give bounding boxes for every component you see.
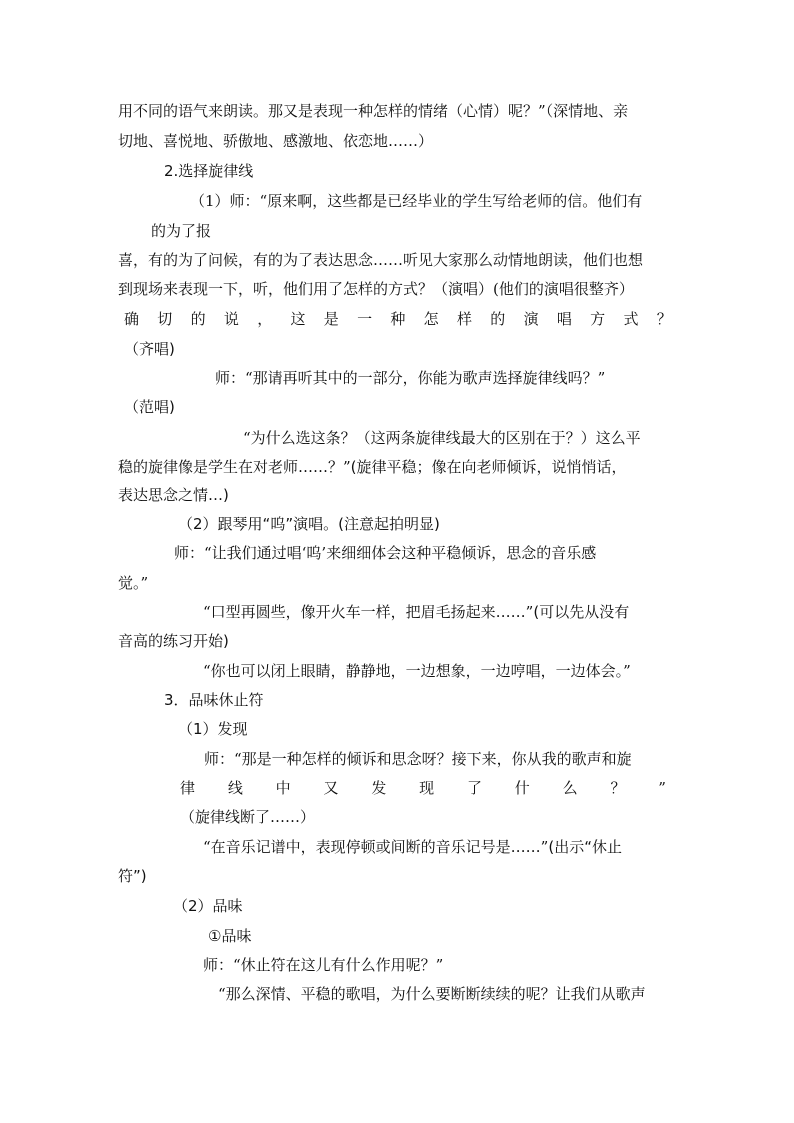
text-line: 用不同的语气来朗读。那又是表现一种怎样的情绪（心情）呢？”（深情地、亲 (118, 102, 629, 120)
word: 中 (275, 779, 291, 797)
text-line: 音高的练习开始) (118, 632, 229, 650)
word: 演 (523, 310, 539, 328)
word: 了 (466, 779, 482, 797)
text-line: 师：“那是一种怎样的倾诉和思念呀？接下来，你从我的歌声和旋 (204, 750, 632, 768)
word: 一 (357, 310, 373, 328)
text-line: 师：“让我们通过唱‘呜’来细细体会这种平稳倾诉，思念的音乐感 (174, 544, 597, 562)
text-line (203, 837, 622, 857)
text-line: 喜，有的为了问候，有的为了表达思念……听见大家那么动情地朗读，他们也想 (118, 251, 644, 269)
word: 是 (323, 310, 339, 328)
text-line: 符”) (118, 867, 147, 885)
justified-line (180, 778, 666, 798)
word: 种 (390, 310, 406, 328)
word: 发 (371, 779, 387, 797)
word: 确 (124, 310, 140, 328)
word: ” (658, 779, 666, 797)
word: 怎 (423, 310, 439, 328)
word: 律 (180, 779, 196, 797)
text-line: 切地、喜悦地、骄傲地、感激地、依恋地……） (118, 132, 434, 150)
section-heading: （2）品味 (173, 897, 243, 915)
text-line: （1）师：“原来啊，这些都是已经毕业的学生写给老师的信。他们有 (190, 192, 643, 210)
justified-line (124, 309, 672, 329)
text-line: （范唱) (124, 398, 175, 416)
word: 现 (419, 779, 435, 797)
section-heading: 3．品味休止符 (164, 691, 264, 709)
text-line: 师：“那请再听其中的一部分，你能为歌声选择旋律线吗？” (215, 369, 606, 387)
word: 的 (190, 310, 206, 328)
text-run: “口型再圆些，像开火车一样，把眉毛扬起来……” (203, 603, 534, 621)
text-line: （旋律线断了……） (180, 808, 316, 826)
text-line (203, 602, 629, 622)
word: 式 (623, 310, 639, 328)
text-run: “在音乐记谱中，表现停顿或间断的音乐记号是……” (203, 838, 549, 856)
word: 切 (157, 310, 173, 328)
word: 线 (227, 779, 243, 797)
section-heading: ①品味 (208, 927, 252, 945)
word: 又 (323, 779, 339, 797)
text-run: 稳的旋律像是学生在对老师……？” (118, 458, 351, 476)
word: 什 (514, 779, 530, 797)
text-line: 师：“休止符在这儿有什么作用呢？” (203, 956, 444, 974)
word: 说 (223, 310, 239, 328)
text-run: (出示“休止 (548, 838, 622, 856)
text-line: “那么深情、平稳的歌唱，为什么要断断续续的呢？让我们从歌声 (218, 985, 646, 1003)
word: 的 (490, 310, 506, 328)
word: 唱 (556, 310, 572, 328)
text-run: (旋律平稳；像在向老师倾诉，说悄悄话， (350, 458, 627, 476)
section-heading: （2）跟琴用“呜”演唱。(注意起拍明显) (178, 515, 440, 533)
word: ？ (656, 310, 672, 328)
text-line: （齐唱) (124, 340, 175, 358)
section-heading: （1）发现 (178, 720, 248, 738)
word: 方 (590, 310, 606, 328)
text-line (118, 457, 627, 477)
section-heading: 2.选择旋律线 (164, 162, 254, 180)
word: 这 (290, 310, 306, 328)
text-line: 觉。” (118, 574, 149, 592)
word: 样 (456, 310, 472, 328)
text-line: 表达思念之情…) (118, 486, 229, 504)
text-line: “为什么选这条？（这两条旋律线最大的区别在于？）这么平 (243, 429, 641, 447)
word: 么 (562, 779, 578, 797)
word: ， (257, 310, 273, 328)
text-line: 到现场来表现一下，听，他们用了怎样的方式？（演唱）(他们的演唱很整齐） (118, 280, 634, 298)
text-line: “你也可以闭上眼睛，静静地，一边想象，一边哼唱，一边体会。” (203, 662, 631, 680)
text-run: (可以先从没有 (533, 603, 630, 621)
word: ？ (610, 779, 626, 797)
text-line: 的为了报 (151, 222, 212, 240)
